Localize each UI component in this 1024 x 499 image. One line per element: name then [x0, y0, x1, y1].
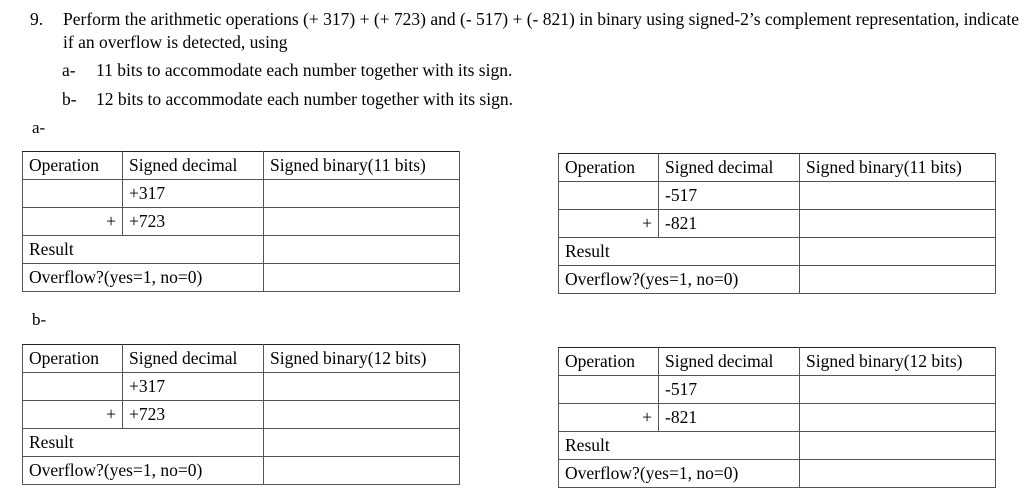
- header-signed-decimal: Signed decimal: [123, 345, 264, 373]
- binary-cell: [800, 182, 996, 210]
- overflow-label: Overflow?(yes=1, no=0): [23, 457, 264, 485]
- table-row: [559, 460, 996, 488]
- table-row: [559, 404, 996, 432]
- item-a: [62, 60, 512, 81]
- empty-cell: [23, 373, 123, 401]
- table-row: [559, 182, 996, 210]
- header-signed-binary: Signed binary(11 bits): [800, 154, 996, 182]
- table-row: [23, 208, 460, 236]
- operator-cell: +: [23, 401, 123, 429]
- value-cell: +317: [123, 180, 264, 208]
- table-row: [23, 457, 460, 485]
- header-operation: Operation: [559, 348, 659, 376]
- operator-cell: +: [559, 404, 659, 432]
- item-b: [62, 89, 513, 110]
- table-a-positive: [22, 151, 460, 292]
- operator-cell: +: [23, 208, 123, 236]
- binary-cell: [800, 432, 996, 460]
- result-label: Result: [559, 432, 800, 460]
- header-operation: Operation: [23, 152, 123, 180]
- table-header-row: [559, 154, 996, 182]
- question: [30, 8, 1023, 54]
- binary-cell: [800, 266, 996, 294]
- overflow-label: Overflow?(yes=1, no=0): [559, 266, 800, 294]
- value-cell: +723: [123, 401, 264, 429]
- binary-cell: [800, 210, 996, 238]
- table-b-positive: [22, 344, 460, 485]
- result-label: Result: [23, 236, 264, 264]
- table-row: [23, 236, 460, 264]
- result-label: Result: [23, 429, 264, 457]
- header-signed-binary: Signed binary(12 bits): [264, 345, 460, 373]
- value-cell: +723: [123, 208, 264, 236]
- section-label-a: a-: [32, 118, 46, 137]
- table-row: [23, 429, 460, 457]
- table-row: [23, 401, 460, 429]
- binary-cell: [800, 460, 996, 488]
- header-signed-decimal: Signed decimal: [659, 348, 800, 376]
- overflow-label: Overflow?(yes=1, no=0): [23, 264, 264, 292]
- item-text: 12 bits to accommodate each number together with its sign.: [96, 89, 513, 109]
- overflow-label: Overflow?(yes=1, no=0): [559, 460, 800, 488]
- empty-cell: [23, 180, 123, 208]
- value-cell: -821: [659, 404, 800, 432]
- table-header-row: [23, 152, 460, 180]
- binary-cell: [264, 180, 460, 208]
- table-a-negative: [558, 153, 996, 294]
- value-cell: +317: [123, 373, 264, 401]
- binary-cell: [264, 264, 460, 292]
- binary-cell: [800, 404, 996, 432]
- section-label-b: b-: [32, 310, 47, 329]
- table-header-row: [559, 348, 996, 376]
- table-row: [559, 432, 996, 460]
- header-signed-decimal: Signed decimal: [659, 154, 800, 182]
- table-row: [23, 180, 460, 208]
- header-signed-binary: Signed binary(12 bits): [800, 348, 996, 376]
- value-cell: -821: [659, 210, 800, 238]
- header-signed-binary: Signed binary(11 bits): [264, 152, 460, 180]
- header-operation: Operation: [23, 345, 123, 373]
- value-cell: -517: [659, 182, 800, 210]
- item-label: b-: [62, 89, 77, 109]
- table-row: [559, 266, 996, 294]
- item-text: 11 bits to accommodate each number together with its sign.: [96, 60, 513, 80]
- binary-cell: [264, 429, 460, 457]
- table-row: [23, 264, 460, 292]
- item-label: a-: [62, 60, 76, 80]
- binary-cell: [264, 208, 460, 236]
- table-row: [559, 238, 996, 266]
- binary-cell: [264, 401, 460, 429]
- result-label: Result: [559, 238, 800, 266]
- binary-cell: [800, 238, 996, 266]
- operator-cell: +: [559, 210, 659, 238]
- question-text: Perform the arithmetic operations (+ 317) + (+ 723) and (- 517) + (- 821) in binary using signed-2’s complement representation, indicate if an overflow is detected, using: [63, 9, 1020, 52]
- header-operation: Operation: [559, 154, 659, 182]
- binary-cell: [800, 376, 996, 404]
- question-number: 9.: [30, 9, 44, 29]
- header-signed-decimal: Signed decimal: [123, 152, 264, 180]
- empty-cell: [559, 376, 659, 404]
- table-header-row: [23, 345, 460, 373]
- value-cell: -517: [659, 376, 800, 404]
- empty-cell: [559, 182, 659, 210]
- table-row: [559, 376, 996, 404]
- table-row: [23, 373, 460, 401]
- binary-cell: [264, 373, 460, 401]
- table-b-negative: [558, 347, 996, 488]
- binary-cell: [264, 457, 460, 485]
- table-row: [559, 210, 996, 238]
- binary-cell: [264, 236, 460, 264]
